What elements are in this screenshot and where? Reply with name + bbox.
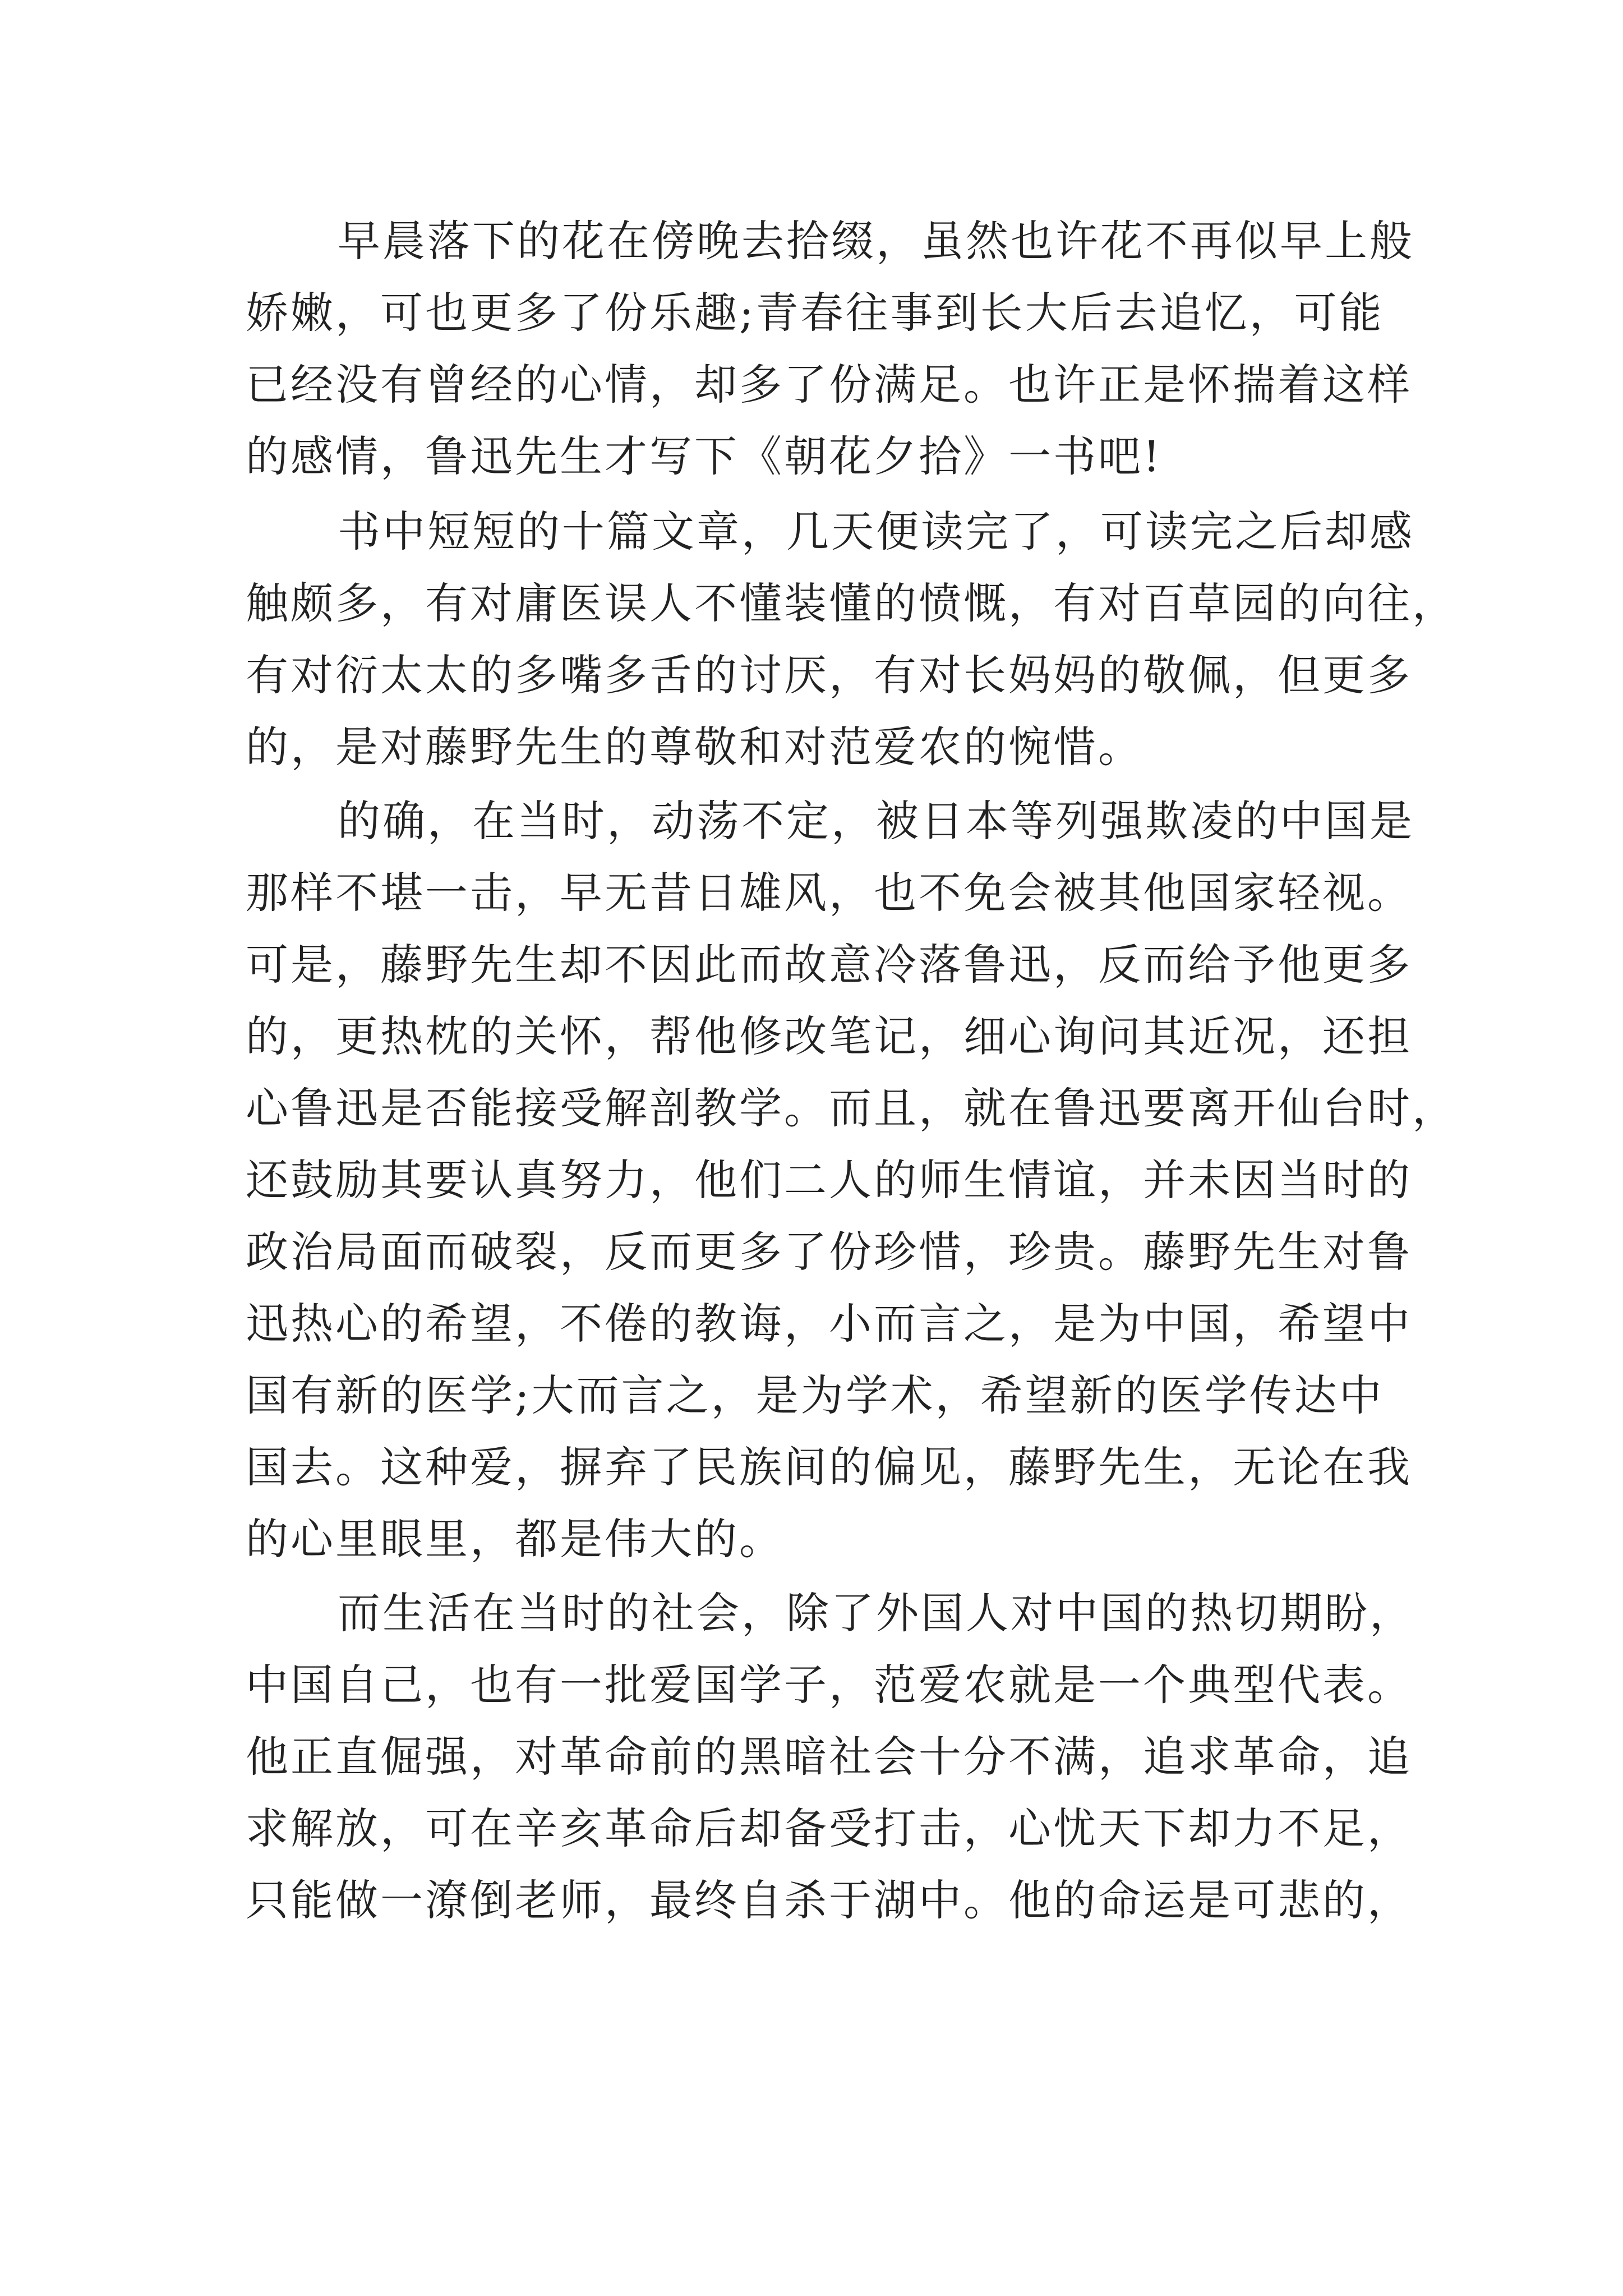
text-line: 国有新的医学;大而言之，是为学术，希望新的医学传达中 [246, 1370, 1384, 1420]
text-line: 迅热心的希望，不倦的教诲，小而言之，是为中国，希望中 [246, 1299, 1412, 1349]
text-line: 的感情，鲁迅先生才写下《朝花夕拾》一书吧! [246, 431, 1163, 481]
text-line: 还鼓励其要认真努力，他们二人的师生情谊，并未因当时的 [246, 1155, 1412, 1205]
text-line: 只能做一潦倒老师，最终自杀于湖中。他的命运是可悲的， [246, 1875, 1412, 1925]
text-line: 可是，藤野先生却不因此而故意冷落鲁迅，反而给予他更多 [246, 940, 1412, 990]
text-line: 心鲁迅是否能接受解剖教学。而且，就在鲁迅要离开仙台时， [246, 1083, 1457, 1133]
text-line: 早晨落下的花在傍晚去拾缀，虽然也许花不再似早上般 [338, 216, 1414, 266]
text-line: 而生活在当时的社会，除了外国人对中国的热切期盼， [338, 1588, 1414, 1638]
text-line: 国去。这种爱，摒弃了民族间的偏见，藤野先生，无论在我 [246, 1442, 1412, 1492]
text-line: 的，更热枕的关怀，帮他修改笔记，细心询问其近况，还担 [246, 1011, 1412, 1061]
text-line: 有对衍太太的多嘴多舌的讨厌，有对长妈妈的敬佩，但更多 [246, 650, 1412, 700]
text-line: 的心里眼里，都是伟大的。 [246, 1514, 784, 1564]
text-line: 中国自己，也有一批爱国学子，范爱农就是一个典型代表。 [246, 1660, 1412, 1710]
text-line: 他正直倔强，对革命前的黑暗社会十分不满，追求革命，追 [246, 1732, 1412, 1782]
text-line: 政治局面而破裂，反而更多了份珍惜，珍贵。藤野先生对鲁 [246, 1227, 1412, 1277]
text-line: 已经没有曾经的心情，却多了份满足。也许正是怀揣着这样 [246, 360, 1412, 409]
text-line: 求解放，可在辛亥革命后却备受打击，心忧天下却力不足， [246, 1803, 1412, 1853]
text-line: 触颇多，有对庸医误人不懂装懂的愤慨，有对百草园的向往， [246, 578, 1457, 628]
text-line: 娇嫩，可也更多了份乐趣;青春往事到长大后去追忆，可能 [246, 288, 1384, 338]
text-line: 的，是对藤野先生的尊敬和对范爱农的惋惜。 [246, 722, 1143, 772]
text-line: 那样不堪一击，早无昔日雄风，也不免会被其他国家轻视。 [246, 868, 1412, 918]
text-line: 的确，在当时，动荡不定，被日本等列强欺凌的中国是 [338, 796, 1414, 846]
text-line: 书中短短的十篇文章，几天便读完了，可读完之后却感 [338, 507, 1414, 556]
